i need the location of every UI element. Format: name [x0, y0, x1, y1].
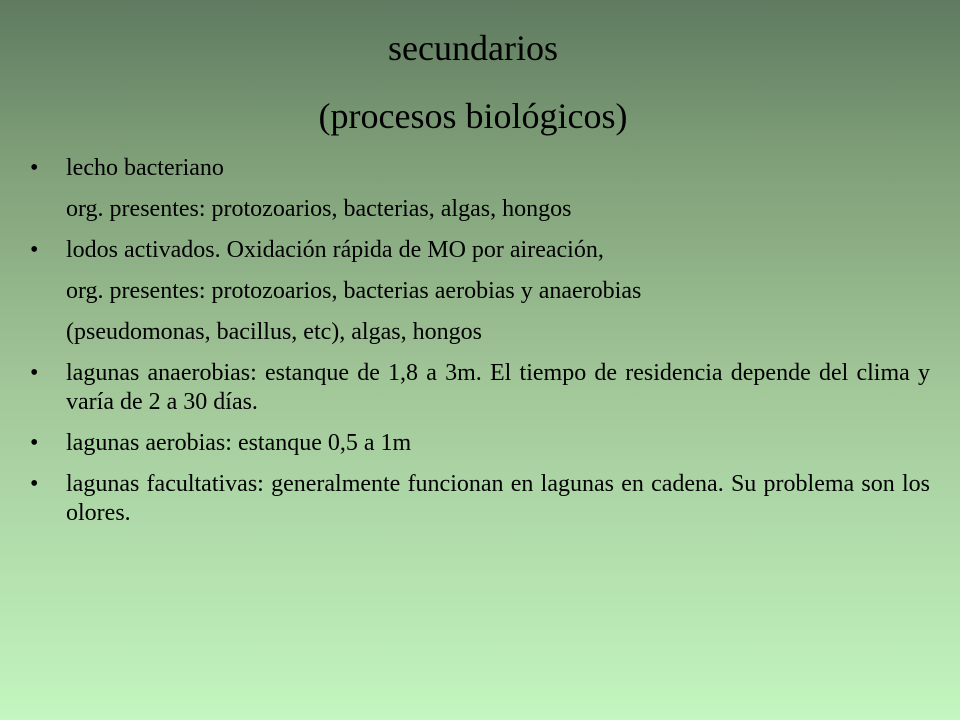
bullet-item-lodos-activados: • lodos activados. Oxidación rápida de MO por aireación, [30, 236, 930, 265]
bullet-item-lagunas-aerobias: • lagunas aerobias: estanque 0,5 a 1m [30, 429, 930, 458]
slide-title-line-2: (procesos biológicos) [318, 96, 628, 136]
bullet-item-lagunas-facultativas: • lagunas facultativas: generalmente funcionan en lagunas en cadena. Su problema son los olores. [30, 470, 930, 528]
slide-title-line-1: secundarios [388, 28, 558, 68]
sub-line-org-presentes-lodos: org. presentes: protozoarios, bacterias aerobias y anaerobias [66, 278, 642, 304]
sub-line-pseudomonas: (pseudomonas, bacillus, etc), algas, hongos [66, 319, 482, 345]
bullet-list [30, 154, 930, 528]
bullet-item-lecho-bacteriano: • lecho bacteriano [30, 154, 930, 183]
bullet-item-lagunas-anaerobias: • lagunas anaerobias: estanque de 1,8 a 3m. El tiempo de residencia depende del clima y varía de 2 a 30 días. [30, 359, 930, 417]
sub-line-org-presentes-lecho: org. presentes: protozoarios, bacterias, algas, hongos [66, 196, 572, 222]
